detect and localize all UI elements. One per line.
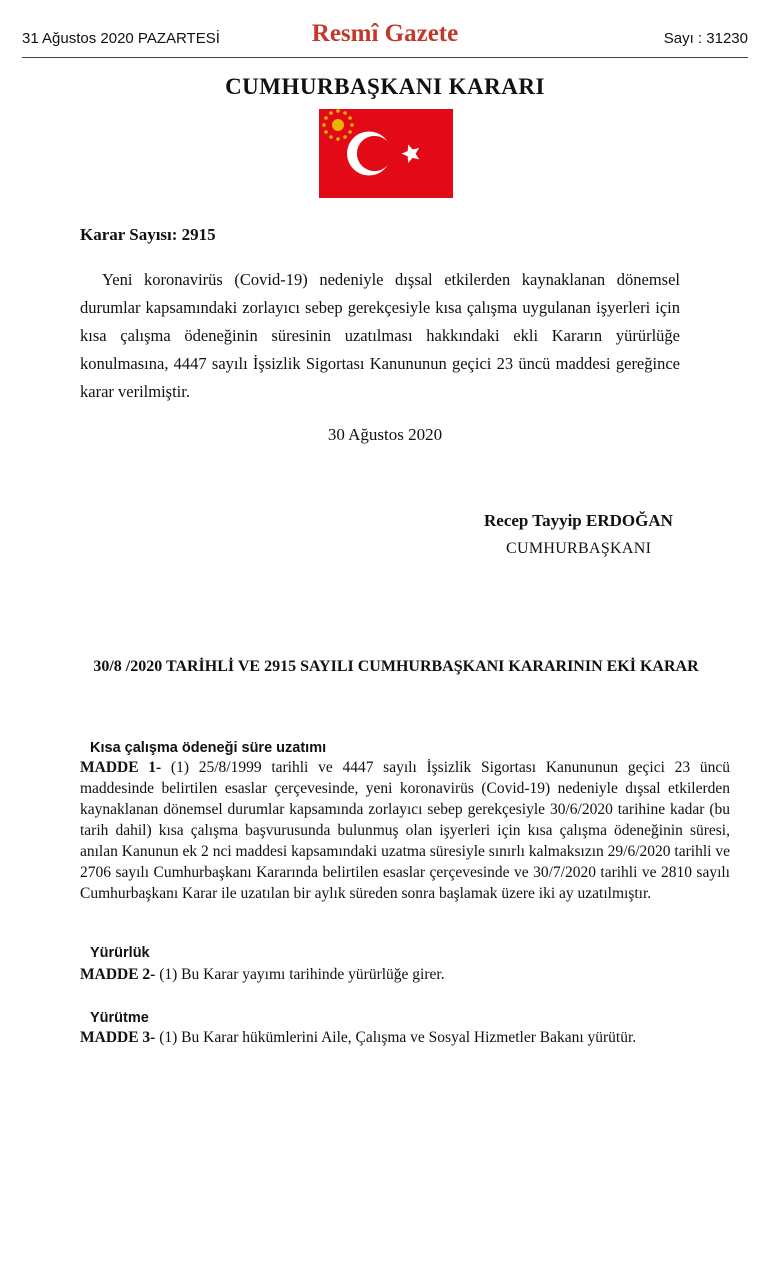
article-label: MADDE 1-	[80, 759, 162, 776]
article-3	[80, 1027, 730, 1048]
decision-body	[80, 266, 680, 406]
annex-title: 30/8 /2020 TARİHLİ VE 2915 SAYILI CUMHURBAŞKANI KARARININ EKİ KARAR	[93, 658, 699, 675]
header-divider	[22, 57, 748, 58]
decision-body-text: Yeni koronavirüs (Covid-19) nedeniyle dışsal etkilerden kaynaklanan dönemsel durumlar kapsamındaki zorlayıcı sebep gerekçesiyle kısa çalışma uygulanan işyerleri için kısa çalışma ödeneğinin süresinin uzatılması hakkındaki ekli Kararın yürürlüğe konulmasına, 4447 sayılı İşsizlik Sigortası Kanununun geçici 23 üncü maddesi gereğince karar verilmiştir.	[80, 270, 680, 401]
article-1	[80, 757, 730, 904]
decision-title: CUMHURBAŞKANI KARARI	[225, 74, 545, 99]
article-heading: Yürütme	[90, 1010, 149, 1026]
decision-date: 30 Ağustos 2020	[327, 425, 443, 444]
article-text: (1) Bu Karar hükümlerini Aile, Çalışma ve Sosyal Hizmetler Bakanı yürütür.	[155, 1029, 637, 1046]
article-heading: Yürürlük	[90, 945, 150, 961]
article-text: (1) 25/8/1999 tarihli ve 4447 sayılı İşsizlik Sigortası Kanununun geçici 23 üncü maddesinde belirtilen esaslar çerçevesinde, yeni koronavirüs (Covid-19) nedeniyle dışsal etkilerden kaynaklanan dönemsel durumlar kapsamında zorlayıcı sebep gerekçesiyle 30/6/2020 tarihine kadar (bu tarih dahil) kısa çalışma başvurusunda bulunmuş olan işyerleri için kısa çalışma ödeneğinin süresi, anılan Kanunun ek 2 nci maddesi kapsamındaki uzatma süresiyle sınırlı kalmaksızın 29/6/2020 tarihli ve 2706 sayılı Cumhurbaşkanı Kararında belirtilen esaslar çerçevesinde ve 30/7/2020 tarihli ve 2810 sayılı Cumhurbaşkanı Karar ile uzatılan bir aylık süreden sonra başlamak üzere iki ay uzatılmıştır.	[80, 759, 730, 902]
article-label: MADDE 3-	[80, 1029, 156, 1046]
presidential-emblem-icon	[318, 105, 358, 145]
signatory-title: CUMHURBAŞKANI	[506, 540, 652, 557]
article-text: (1) Bu Karar yayımı tarihinde yürürlüğe girer.	[155, 966, 445, 983]
decision-number: Karar Sayısı: 2915	[80, 225, 216, 244]
article-2	[80, 964, 730, 985]
article-heading: Kısa çalışma ödeneği süre uzatımı	[90, 740, 327, 756]
header-date: 31 Ağustos 2020 PAZARTESİ	[22, 30, 220, 47]
signatory-name: Recep Tayyip ERDOĞAN	[484, 511, 673, 530]
issue-number: Sayı : 31230	[663, 30, 748, 47]
article-label: MADDE 2-	[80, 966, 156, 983]
gazette-name: Resmî Gazete	[311, 20, 459, 47]
